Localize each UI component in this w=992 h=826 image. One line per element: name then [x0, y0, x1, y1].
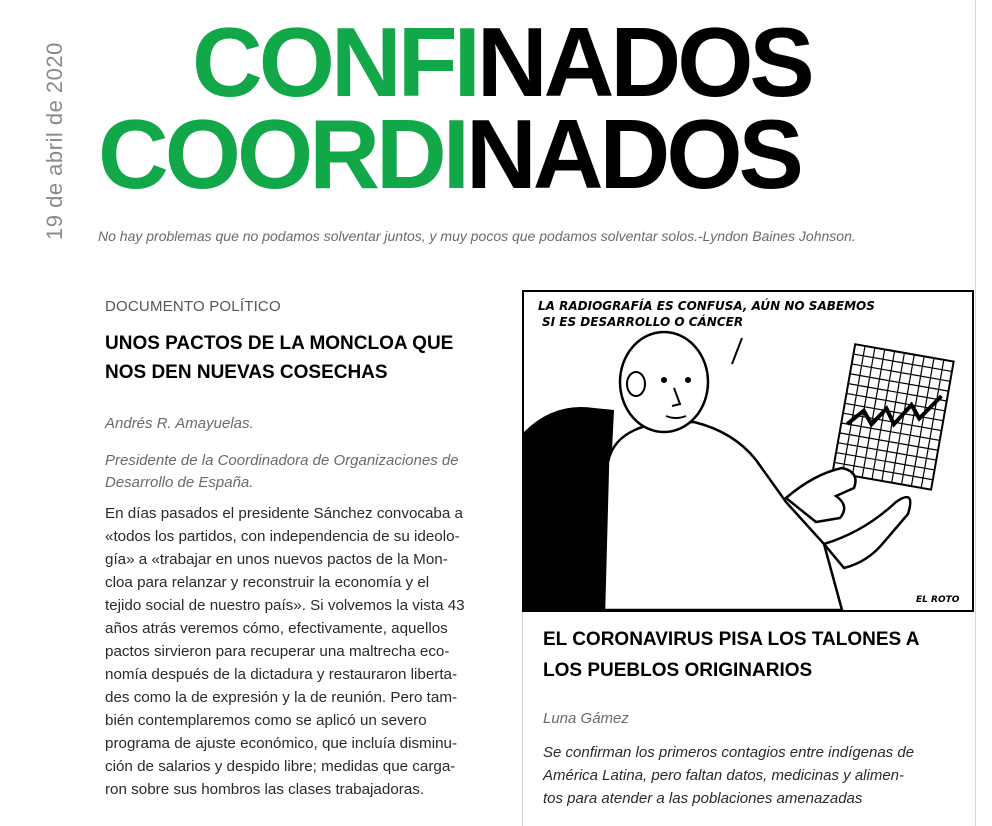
left-article-body: En días pasados el presidente Sánchez convocaba a «todos los partidos, con independencia de su ideolo- gía» a «trabajar en unos nuevos pactos de la Mon- cloa para relanzar y reconstruir la economía y el tejido social de nuestro país». Si volvemos la vista 43 años atrás veremos cómo, efectivamente, aquellos pactos sirvieron para recuperar una maltrecha eco- nomía después de la dictadura y restauraron liberta- des como la de expresión y la de reunión. Pero tam- bién contemplaremos como se aplicó un severo programa de ajuste económico, que incluía disminu- ción de salarios y despido libre; medidas que carga- ron sobre sus hombros las clases trabajadoras.: [105, 505, 465, 798]
cartoon-caption-line-2: SI ES DESARROLLO O CÁNCER: [542, 315, 744, 329]
right-article-headline[interactable]: EL CORONAVIRUS PISA LOS TALONES A LOS PUEBLOS ORIGINARIOS: [543, 629, 920, 681]
masthead-line-2-black: NADOS: [466, 99, 800, 209]
cartoon-caption-line-1: LA RADIOGRAFÍA ES CONFUSA, AÚN NO SABEMOS: [538, 299, 875, 313]
epigraph-quote: No hay problemas que no podamos solventar juntos, y muy pocos que podamos solventar solos.-Lyndon Baines Johnson.: [98, 228, 856, 244]
section-label: DOCUMENTO POLÍTICO: [105, 298, 281, 315]
right-article-lead: Se confirman los primeros contagios entre indígenas de América Latina, pero faltan datos, medicinas y alimen- tos para atender a las poblaciones amenazadas: [543, 744, 915, 807]
figure-body: [604, 422, 842, 610]
page-edge-rule: [975, 0, 976, 826]
left-article-author: Andrés R. Amayuelas.: [105, 415, 254, 432]
issue-date: 19 de abril de 2020: [42, 42, 67, 240]
figure-ear: [627, 372, 645, 396]
masthead-line-1-black: NADOS: [476, 7, 811, 117]
masthead: [98, 7, 811, 209]
right-article: [522, 612, 974, 826]
masthead-line-2: [98, 99, 811, 209]
figure-eye-left: [661, 377, 667, 383]
right-article-author: Luna Gámez: [543, 710, 629, 727]
cartoon-illustration: [522, 290, 974, 612]
figure-eye-right: [685, 377, 691, 383]
left-article-headline[interactable]: UNOS PACTOS DE LA MONCLOA QUE NOS DEN NUEVAS COSECHAS: [105, 333, 454, 383]
left-article-author-role: Presidente de la Coordinadora de Organizaciones de Desarrollo de España.: [105, 452, 459, 491]
left-article: [105, 298, 500, 801]
cartoon-drawing: [524, 292, 972, 610]
cartoon-signature: EL ROTO: [916, 595, 960, 605]
right-article-inner: [543, 624, 963, 810]
masthead-line-2-green: COORDI: [98, 99, 466, 209]
chair-shape: [524, 407, 614, 610]
speech-tick: [732, 338, 742, 364]
xray-chart: [833, 344, 954, 489]
masthead-line-1-green: CONFI: [192, 7, 477, 117]
masthead-line-1: [98, 7, 811, 117]
